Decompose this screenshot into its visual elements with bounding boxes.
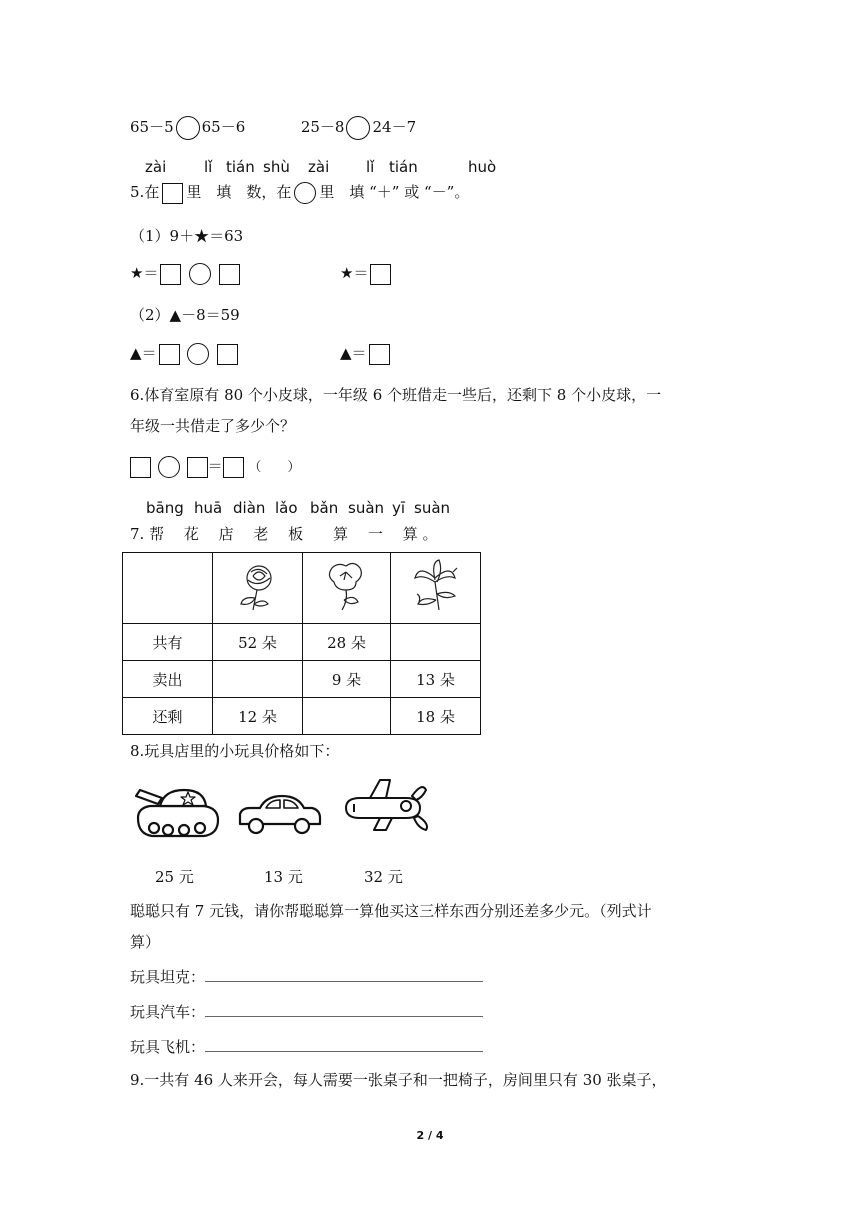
- q8-intro: 8.玩具店里的小玩具价格如下：: [130, 742, 340, 760]
- q5-pinyin-tian: tián: [226, 158, 255, 176]
- table-row: [123, 624, 481, 661]
- answer-label: 玩具坦克：: [130, 968, 206, 986]
- q5-part1-equation: （1）9＋★＝63: [130, 227, 244, 245]
- answer-box[interactable]: [160, 264, 181, 285]
- compare-a-right: 65－6: [201, 118, 246, 136]
- q7-pinyin-bang: bāng: [146, 499, 184, 517]
- table-corner-cell: [123, 553, 213, 624]
- q5-pinyin-tian2: tián: [389, 158, 418, 176]
- airplane-icon: [340, 776, 430, 838]
- table-cell[interactable]: [213, 661, 303, 698]
- car-icon: [236, 792, 324, 840]
- q7-pinyin-dian: diàn: [233, 499, 266, 517]
- row-label: 卖出: [123, 661, 213, 698]
- q9-line1: 9.一共有 46 人来开会，每人需要一张桌子和一把椅子，房间里只有 30 张桌子，: [130, 1071, 667, 1089]
- table-cell: 18 朵: [391, 698, 481, 735]
- answer-box[interactable]: [219, 264, 240, 285]
- star-lhs: ★＝: [340, 264, 369, 282]
- q5-title: [130, 181, 469, 204]
- lily-icon: [391, 553, 481, 624]
- answer-airplane-row: [130, 1036, 483, 1057]
- answer-box[interactable]: [369, 344, 390, 365]
- q5-pinyin-huo: huò: [468, 158, 497, 176]
- q6-line1: 6.体育室原有 80 个小皮球，一年级 6 个班借走一些后，还剩下 8 个小皮球，一: [130, 386, 662, 404]
- q5-text-mid: 里 填 数，在: [186, 183, 292, 201]
- table-row: [123, 698, 481, 735]
- answer-line[interactable]: [205, 1037, 483, 1052]
- price-airplane: 32 元: [364, 868, 403, 886]
- q5-text-end: 里 填 “＋” 或 “－”。: [319, 183, 470, 201]
- row-label: 共有: [123, 624, 213, 661]
- row-label: 还剩: [123, 698, 213, 735]
- table-cell: 52 朵: [213, 624, 303, 661]
- table-cell: 12 朵: [213, 698, 303, 735]
- star-lhs: ★＝: [130, 264, 159, 282]
- q5-pinyin-zai: zài: [145, 158, 167, 176]
- answer-car-row: [130, 1001, 483, 1022]
- triangle-lhs: ▲＝: [130, 344, 157, 362]
- q5-circle-icon: [294, 182, 316, 204]
- q8-question-line1: 聪聪只有 7 元钱，请你帮聪聪算一算他买这三样东西分别还差多少元。（列式计: [130, 902, 652, 920]
- answer-label: 玩具汽车：: [130, 1003, 206, 1021]
- q5-part2-equation: （2）▲－8＝59: [130, 306, 240, 324]
- tank-icon: [132, 778, 224, 848]
- unit-paren[interactable]: （ ）: [248, 460, 301, 475]
- triangle-lhs: ▲＝: [340, 344, 367, 362]
- q7-pinyin-suan2: suàn: [414, 499, 451, 517]
- flower-shop-table: [122, 552, 481, 735]
- compare-circle-b[interactable]: [346, 116, 370, 140]
- answer-box[interactable]: [159, 344, 180, 365]
- rose-icon: [213, 553, 303, 624]
- q5-part2-answer-a: [130, 342, 238, 365]
- compare-b-left: 25－8: [300, 118, 345, 136]
- price-tank: 25 元: [155, 868, 194, 886]
- q7-pinyin-suan: suàn: [348, 499, 385, 517]
- q5-part2-answer-b: [340, 342, 390, 365]
- table-cell: 28 朵: [303, 624, 391, 661]
- q6-line2: 年级一共借走了多少个？: [130, 417, 296, 435]
- table-header-row: [123, 553, 481, 624]
- answer-line[interactable]: [205, 967, 483, 982]
- answer-circle[interactable]: [189, 263, 211, 285]
- compare-a-left: 65－5: [130, 118, 174, 136]
- q5-pinyin-li: lǐ: [204, 158, 213, 176]
- equals-sign: ＝: [207, 457, 223, 475]
- table-cell[interactable]: [303, 698, 391, 735]
- table-cell: 9 朵: [303, 661, 391, 698]
- answer-tank-row: [130, 966, 483, 987]
- compare-b-right: 24－7: [372, 118, 417, 136]
- answer-line[interactable]: [205, 1002, 483, 1017]
- answer-label: 玩具飞机：: [130, 1038, 206, 1056]
- answer-circle[interactable]: [158, 456, 180, 478]
- table-cell[interactable]: [391, 624, 481, 661]
- q6-equation: [130, 455, 300, 478]
- table-cell: 13 朵: [391, 661, 481, 698]
- answer-box[interactable]: [370, 264, 391, 285]
- q5-part1-answer-b: [340, 262, 391, 285]
- q5-text-zai: 在: [144, 183, 160, 201]
- morning-glory-icon: [303, 553, 391, 624]
- answer-box[interactable]: [223, 457, 244, 478]
- q5-pinyin-shu: shù: [263, 158, 290, 176]
- page-number: 2 / 4: [416, 1129, 444, 1142]
- answer-box[interactable]: [130, 457, 151, 478]
- answer-box[interactable]: [217, 344, 238, 365]
- q5-pinyin-li2: lǐ: [366, 158, 375, 176]
- q5-num: 5.: [130, 183, 145, 201]
- q7-pinyin-lao: lǎo: [275, 499, 298, 517]
- q5-box-icon: [162, 183, 183, 204]
- q7-pinyin-hua: huā: [194, 499, 223, 517]
- compare-circle-a[interactable]: [176, 116, 200, 140]
- q5-pinyin-zai2: zài: [308, 158, 330, 176]
- answer-box[interactable]: [187, 457, 208, 478]
- compare-row: [130, 116, 416, 140]
- q8-question-line2: 算）: [130, 933, 161, 951]
- q7-pinyin-ban: bǎn: [310, 499, 339, 517]
- price-car: 13 元: [264, 868, 303, 886]
- table-row: [123, 661, 481, 698]
- answer-circle[interactable]: [187, 343, 209, 365]
- q5-part1-answer-a: [130, 262, 240, 285]
- q7-title: 7. 帮 花 店 老 板 算 一 算 。: [130, 525, 438, 543]
- q7-pinyin-yi: yī: [392, 499, 406, 517]
